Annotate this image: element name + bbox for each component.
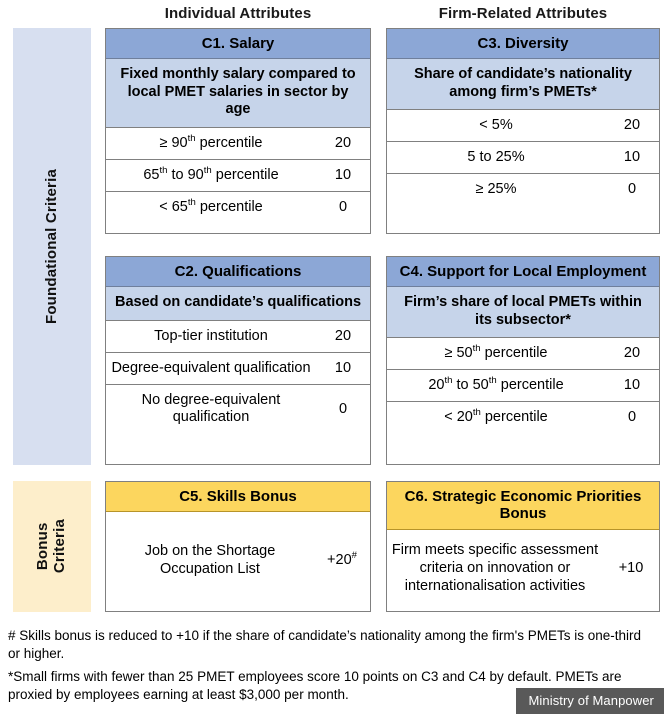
card-subtitle-c2: Based on candidate’s qualifications — [106, 287, 370, 320]
criteria-row-label: ≥ 50th percentile — [444, 343, 548, 362]
criteria-row — [387, 370, 659, 402]
card-rows-c6 — [387, 530, 659, 606]
criteria-row-label: Job on the Shortage Occupation List — [144, 543, 276, 578]
criteria-row — [106, 353, 370, 385]
footnote-hash: # Skills bonus is reduced to +10 if the share of candidate’s nationality among the firm's PMETs is one-third or higher. — [8, 628, 642, 662]
watermark-ministry-of-manpower: Ministry of Manpower — [516, 688, 664, 714]
rail-foundational-criteria — [13, 28, 91, 465]
criteria-card-c6-strategic-economic-priorities-bonus — [386, 481, 660, 612]
card-title-c2: C2. Qualifications — [106, 257, 370, 287]
footnote-asterisk: *Small firms with fewer than 25 PMET employees score 10 points on C3 and C4 by default. PMETs are proxied by employees earning at least $3,000 per month. — [8, 669, 622, 703]
criteria-row — [387, 338, 659, 370]
card-title-c1: C1. Salary — [106, 29, 370, 59]
criteria-row-points: 20 — [334, 327, 352, 344]
rail-bonus-label: Bonus Criteria — [34, 519, 68, 574]
criteria-row — [387, 402, 659, 433]
criteria-row-points: 20 — [334, 134, 352, 151]
criteria-row-label: < 5% — [479, 117, 513, 134]
card-rows-c4 — [387, 338, 659, 433]
criteria-card-c3-diversity — [386, 28, 660, 234]
criteria-row-label: No degree-equivalent qualification — [141, 392, 281, 426]
card-title-c6: C6. Strategic Economic Priorities Bonus — [387, 482, 659, 530]
card-subtitle-c1: Fixed monthly salary compared to local PMET salaries in sector by age — [106, 59, 370, 127]
column-heading-individual: Individual Attributes — [164, 5, 312, 22]
criteria-row — [387, 174, 659, 205]
criteria-row-points: 10 — [334, 166, 352, 183]
card-rows-c2 — [106, 321, 370, 433]
card-title-c3: C3. Diversity — [387, 29, 659, 59]
criteria-row-label: Degree-equivalent qualification — [111, 359, 311, 376]
rail-foundational-label: Foundational Criteria — [42, 168, 60, 325]
card-title-c5: C5. Skills Bonus — [106, 482, 370, 512]
criteria-row-points: 0 — [338, 198, 348, 215]
criteria-row-points: 20 — [623, 117, 641, 134]
criteria-row-points: 0 — [338, 400, 348, 417]
criteria-row-points: 10 — [623, 377, 641, 394]
criteria-row-points: 10 — [623, 149, 641, 166]
criteria-card-c5-skills-bonus — [105, 481, 371, 612]
criteria-row-label: Top-tier institution — [154, 327, 268, 344]
criteria-row — [387, 110, 659, 142]
criteria-row — [106, 160, 370, 192]
card-subtitle-c4: Firm’s share of local PMETs within its subsector* — [387, 287, 659, 338]
criteria-row-label: ≥ 25% — [475, 181, 517, 198]
card-rows-c3 — [387, 110, 659, 205]
criteria-row-label: 20th to 50th percentile — [428, 375, 564, 394]
criteria-row-points: 10 — [334, 359, 352, 376]
criteria-row-label: 65th to 90th percentile — [143, 164, 279, 183]
criteria-row-label: Firm meets specific assessment criteria on innovation or internationalisation activities — [391, 541, 599, 594]
criteria-row-points: 20 — [623, 345, 641, 362]
criteria-row — [106, 192, 370, 223]
criteria-row — [106, 128, 370, 160]
criteria-row-points: +10 — [618, 559, 644, 576]
criteria-row-label: < 20th percentile — [444, 407, 548, 426]
card-title-c4: C4. Support for Local Employment — [387, 257, 659, 287]
criteria-card-c2-qualifications — [105, 256, 371, 465]
criteria-row-points: +20# — [327, 550, 357, 569]
criteria-row — [106, 321, 370, 353]
card-rows-c5 — [106, 512, 370, 608]
criteria-row-points: 0 — [627, 181, 637, 198]
criteria-row-label: 5 to 25% — [467, 149, 525, 166]
criteria-row-label: ≥ 90th percentile — [159, 132, 263, 151]
column-heading-firm: Firm-Related Attributes — [438, 5, 608, 22]
criteria-row — [387, 142, 659, 174]
criteria-card-c1-salary — [105, 28, 371, 234]
criteria-row-points: 0 — [627, 409, 637, 426]
criteria-row — [106, 385, 370, 433]
rail-bonus-criteria — [13, 481, 91, 612]
card-subtitle-c3: Share of candidate’s nationality among firm’s PMETs* — [387, 59, 659, 110]
criteria-row-label: < 65th percentile — [159, 196, 263, 215]
criteria-card-c4-support-local-employment — [386, 256, 660, 465]
card-rows-c1 — [106, 128, 370, 223]
